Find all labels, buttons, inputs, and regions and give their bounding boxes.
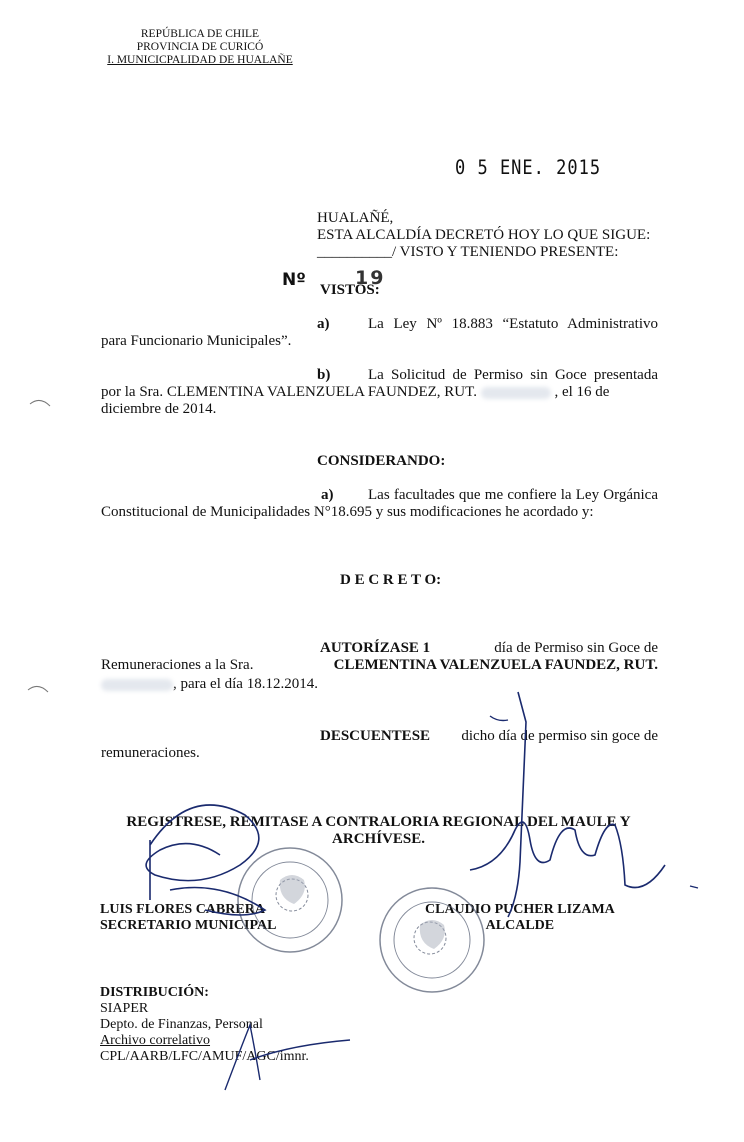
distribution-item: SIAPER	[100, 1001, 149, 1016]
distribution-item: CPL/AARB/LFC/AMUF/AGC/imnr.	[100, 1049, 309, 1064]
secretary-title: SECRETARIO MUNICIPAL	[100, 918, 277, 933]
decreto-p1-text: día de Permiso sin Goce de	[494, 640, 658, 656]
decree-number-value: 19	[355, 267, 386, 289]
closing-line2: ARCHÍVESE.	[332, 831, 425, 847]
vistos-b-line2-pre: por la Sra. CLEMENTINA VALENZUELA FAUNDEZ, RUT.	[101, 384, 477, 400]
vistos-b-line3: diciembre de 2014.	[101, 401, 217, 417]
mayor-signature-tail	[490, 716, 698, 888]
closing-line1: REGISTRESE, REMITASE A CONTRALORIA REGIONAL DEL MAULE Y	[126, 814, 631, 830]
secretary-name: LUIS FLORES CABRERA	[100, 902, 265, 917]
letterhead-country: REPÚBLICA DE CHILE	[140, 28, 260, 40]
letterhead-municipality: I. MUNICICPALIDAD DE HUALAÑE	[107, 54, 293, 66]
distribution-item: Archivo correlativo	[100, 1033, 211, 1048]
vistos-a-line2: para Funcionario Municipales”.	[101, 333, 292, 349]
secretary-signature	[146, 805, 265, 915]
punch-hole-mark	[30, 400, 50, 406]
mayor-signature	[470, 692, 665, 917]
considerando-a-line1: Las facultades que me confiere la Ley Orgánica	[368, 487, 658, 503]
distribution-initials	[225, 1025, 350, 1090]
decreto-p2-text: dicho día de permiso sin goce de	[461, 728, 658, 744]
intro-line: ESTA ALCALDÍA DECRETÓ HOY LO QUE SIGUE:	[317, 227, 651, 243]
vistos-a-label: a)	[317, 316, 330, 332]
considerando-title: CONSIDERANDO:	[317, 453, 446, 469]
intro-place: HUALAÑÉ,	[317, 210, 394, 226]
distribution-title: DISTRIBUCIÓN:	[100, 985, 209, 1000]
considerando-a-label: a)	[321, 487, 334, 503]
mayor-name: CLAUDIO PUCHER LIZAMA	[425, 902, 615, 917]
punch-hole-mark	[28, 686, 48, 692]
mayor-title: ALCALDE	[485, 918, 555, 933]
vistos-title: VISTOS:	[320, 282, 380, 298]
decreto-p1-line2-pre: Remuneraciones a la Sra.	[101, 657, 254, 673]
decreto-p2-line2: remuneraciones.	[101, 745, 200, 761]
mayor-seal	[380, 888, 484, 992]
distribution-item: Depto. de Finanzas, Personal	[100, 1017, 263, 1032]
descuentese-label: DESCUENTESE	[320, 728, 431, 744]
letterhead-province: PROVINCIA DE CURICÓ	[136, 41, 264, 53]
decreto-p1-line3-text: , para el día 18.12.2014.	[173, 676, 318, 692]
decreto-title: D E C R E T O:	[340, 572, 442, 588]
secretary-seal	[238, 848, 342, 952]
autorizase-label: AUTORÍZASE 1	[320, 640, 431, 656]
vistos-b-line1: La Solicitud de Permiso sin Goce presentada	[368, 367, 658, 383]
considerando-a-line2: Constitucional de Municipalidades N°18.695 y sus modificaciones he acordado y:	[101, 504, 594, 520]
vistos-b-line2-post: , el 16 de	[554, 384, 610, 400]
decreto-p1-line2-name: CLEMENTINA VALENZUELA FAUNDEZ, RUT.	[333, 657, 658, 673]
intro-visto: __________/ VISTO Y TENIENDO PRESENTE:	[317, 244, 619, 260]
decree-number-label: Nº	[282, 270, 306, 290]
date-stamp: 0 5 ENE. 2015	[455, 156, 602, 180]
vistos-a-line1: La Ley Nº 18.883 “Estatuto Administrativo	[368, 316, 658, 332]
vistos-b-label: b)	[317, 367, 331, 383]
